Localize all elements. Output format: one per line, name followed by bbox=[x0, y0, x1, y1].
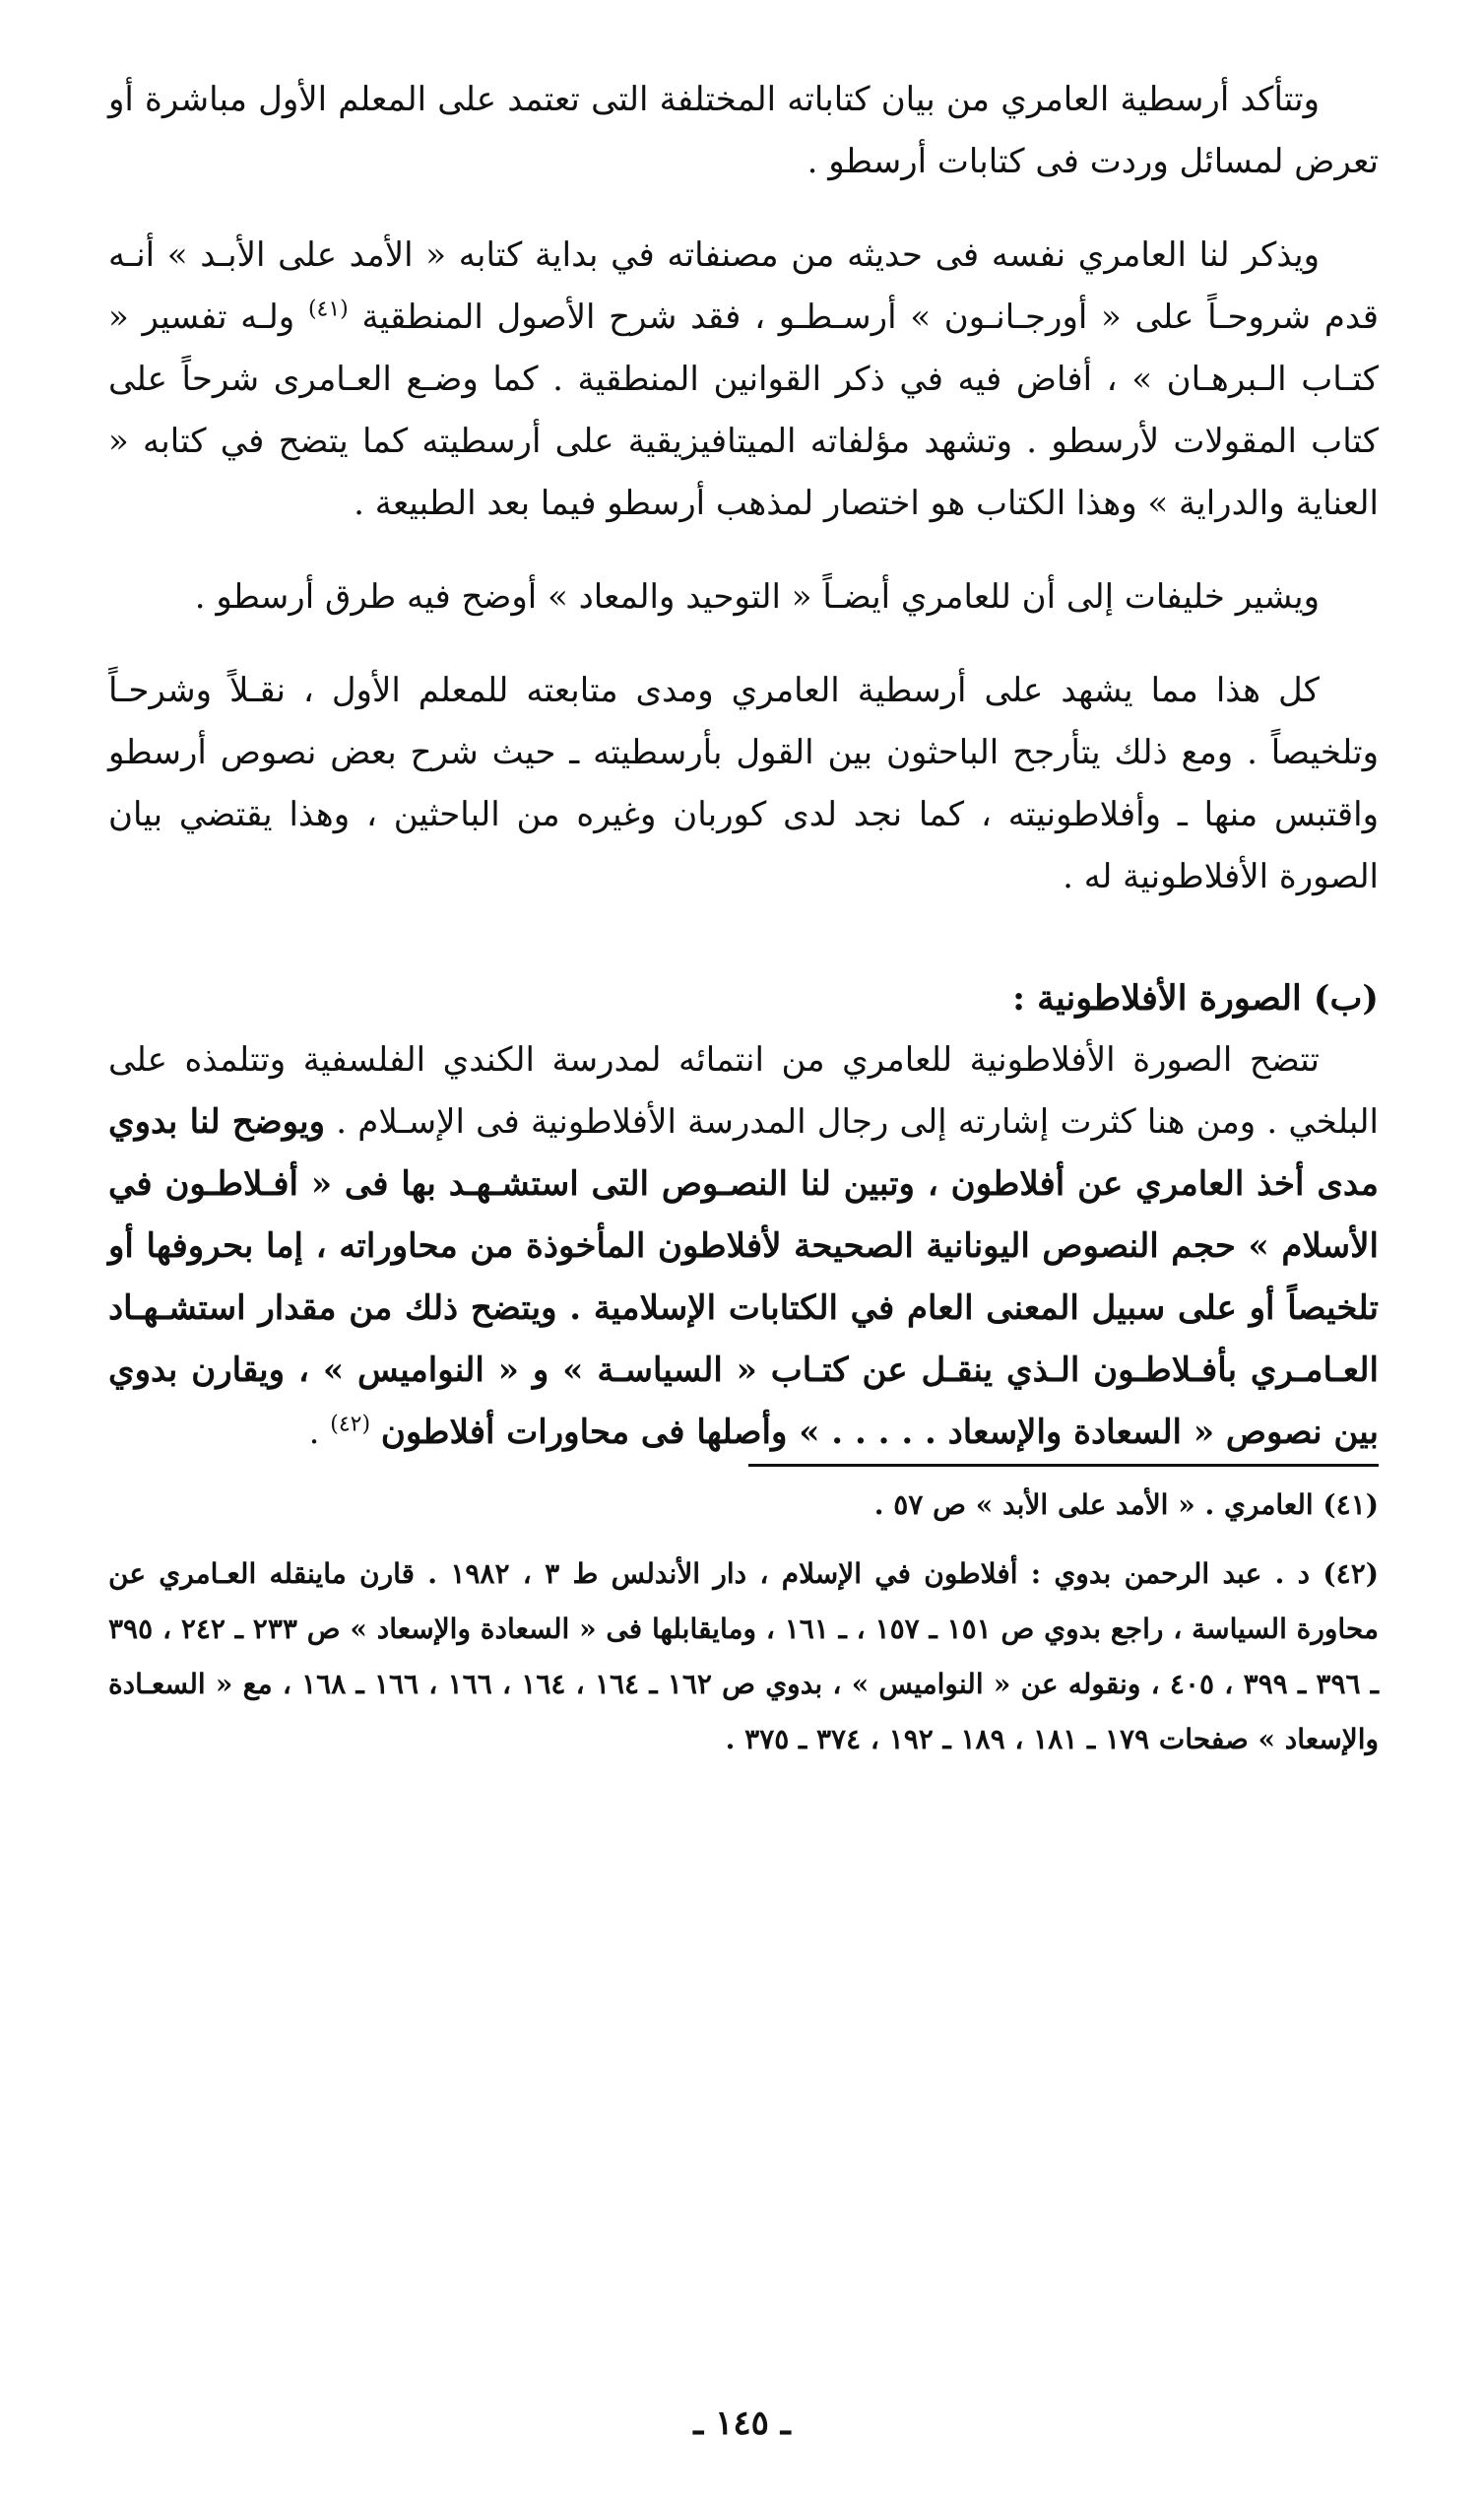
footnote-ref-41[interactable]: (٤١) bbox=[307, 297, 349, 322]
footnote-text: العامري . « الأمد على الأبد » ص ٥٧ . bbox=[873, 1488, 1314, 1521]
document-page bbox=[108, 69, 1379, 2463]
footnote-ref-42[interactable]: (٤٢) bbox=[330, 1412, 371, 1437]
paragraph-1-text: وتتأكد أرسطية العامري من بيان كتاباته المختلفة التى تعتمد على المعلم الأول مباشرة أو تعرض لمسائل وردت فى كتابات أرسطو . bbox=[108, 80, 1379, 181]
paragraph-2-text-after: ولـه تفسير « كتـاب الـبرهـان » ، أفاض فيه في ذكر القوانين المنطقية . كما وضـع العـامرى شرحاً على كتاب المقولات لأرسطو . وتشهد مؤلفاته الميتافيزيقية على أرسطيته كما يتضح في كتابه « العناية والدراية » وهذا الكتاب هو اختصار لمذهب أرسطو فيما بعد الطبيعة . bbox=[108, 297, 1379, 523]
footnotes bbox=[108, 1478, 1379, 1767]
footnote-number: (٤١) bbox=[1323, 1488, 1379, 1521]
paragraph-4 bbox=[108, 660, 1379, 908]
footnote-number: (٤٢) bbox=[1323, 1557, 1379, 1590]
section-paragraph-plain: تتضح الصورة الأفلاطونية للعامري من انتمائه لمدرسة الكندي الفلسفية وتتلمذه على البلخي . ومن هنا كثرت إشارته إلى رجال المدرسة الأفلاطونية فى الإسـلام . bbox=[108, 1040, 1379, 1142]
section-paragraph-end: . bbox=[308, 1413, 331, 1452]
section-title: الصورة الأفلاطونية : bbox=[1012, 978, 1302, 1019]
footnote-divider bbox=[748, 1464, 1379, 1467]
section-marker: (ب) bbox=[1313, 978, 1379, 1019]
paragraph-4-text: كل هذا مما يشهد على أرسطية العامري ومدى متابعته للمعلم الأول ، نقـلاً وشرحـاً وتلخيصاً . ومع ذلك يتأرجح الباحثون بين القول بأرسطيته ـ حيث شرح بعض نصوص أرسطو واقتبس منها ـ وأفلاطونيته ، كما نجد لدى كوربان وغيره من الباحثين ، وهذا يقتضي بيان الصورة الأفلاطونية له . bbox=[108, 671, 1379, 896]
paragraph-2-text-before: ويذكر لنا العامري نفسه فى حديثه من مصنفاته في بداية كتابه « الأمد على الأبـد » أنـه قدم شروحـاً على « أورجـانـون » أرسـطـو ، فقد شرح الأصول المنطقية bbox=[108, 235, 1380, 337]
section-paragraph-bold: ويوضح لنا بدوي مدى أخذ العامري عن أفلاطون ، وتبين لنا النصـوص التى استشـهـد بها فى « أفـلاطـون في الأسلام » حجم النصوص اليونانية الصحيحة لأفلاطون المأخوذة من محاوراته ، إما بحروفها أو تلخيصاً أو على سبيل المعنى العام في الكتابات الإسلامية . ويتضح ذلك من مقدار استشـهـاد العـامـري بأفـلاطـون الـذي ينقـل عن كتـاب « السياسـة » و « النواميس » ، ويقارن بدوي بين نصوص « السعادة والإسعاد . . . . . » وأصلها فى محاورات أفلاطون bbox=[108, 1102, 1379, 1452]
paragraph-2 bbox=[108, 225, 1379, 535]
section-paragraph bbox=[108, 1029, 1379, 1464]
paragraph-3-text: ويشير خليفات إلى أن للعامري أيضـاً « التوحيد والمعاد » أوضح فيه طرق أرسطو . bbox=[194, 577, 1320, 617]
footnote-42 bbox=[108, 1547, 1379, 1767]
paragraph-3 bbox=[108, 566, 1379, 628]
footnote-41 bbox=[108, 1478, 1379, 1533]
paragraph-1 bbox=[108, 69, 1379, 193]
footnote-text: د . عبد الرحمن بدوي : أفلاطون في الإسلام ، دار الأندلس ط ٣ ، ١٩٨٢ . قارن ماينقله العـامري عن محاورة السياسة ، راجع بدوي ص ١٥١ ـ ١٥٧ ، ـ ١٦١ ، ومايقابلها فى « السعادة والإسعاد » ص ٢٣٣ ـ ٢٤٢ ، ٣٩٥ ـ ٣٩٦ ـ ٣٩٩ ، ٤٠٥ ، ونقوله عن « النواميس » ، بدوي ص ١٦٢ ـ ١٦٤ ، ١٦٤ ، ١٦٦ ، ١٦٦ ـ ١٦٨ ، مع « السعـادة والإسعاد » صفحات ١٧٩ ـ ١٨١ ، ١٨٩ ـ ١٩٢ ، ٣٧٤ ـ ٣٧٥ . bbox=[108, 1557, 1379, 1755]
section-heading bbox=[108, 967, 1379, 1029]
page-number: ـ ١٤٥ ـ bbox=[693, 2404, 791, 2443]
